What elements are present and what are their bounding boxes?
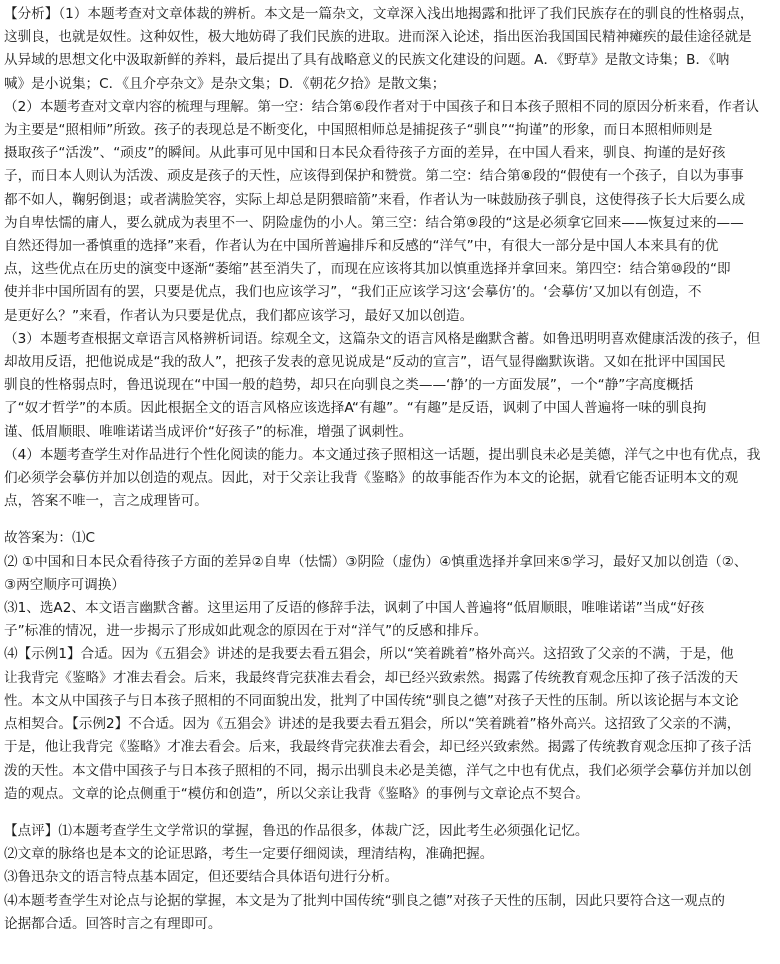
analysis-paragraph-1 bbox=[4, 3, 774, 96]
spacer bbox=[4, 806, 774, 820]
text-line: 喊》是小说集；C．《且介亭杂文》是杂文集；D．《朝花夕拾》是散文集； bbox=[4, 75, 446, 92]
text-line: 【点评】⑴本题考查学生文学常识的掌握，鲁迅的作品很多，体裁广泛，因此考生必须强化记忆。 bbox=[4, 822, 589, 839]
analysis-paragraph-3 bbox=[4, 328, 774, 444]
text-line: 性。本文从中国孩子与日本孩子照相的不同面貌出发，批判了中国传统“驯良之德”对孩子天性的压制。所以该论据与本文论 bbox=[4, 692, 739, 709]
text-line: 为主要是“照相师”所致。孩子的表现总是不断变化，中国照相师总是捕捉孩子“驯良”“拘谨”的形象，而日本照相师则是 bbox=[4, 122, 713, 139]
text-line: ⑶鲁迅杂文的语言特点基本固定，但还要结合具体语句进行分析。 bbox=[4, 869, 399, 886]
text-line: ③两空顺序可调换） bbox=[4, 576, 125, 593]
text-line: 摄取孩子“活泼”、“顽皮”的瞬间。从此事可见中国和日本民众看待孩子方面的差异，在中国人看来，驯良、拘谨的是好孩 bbox=[4, 145, 726, 162]
text-line: 为自卑怯懦的庸人，要么就成为表里不一、阴险虚伪的小人。第三空：结合第⑨段的“这是必须拿它回来——恢复过来的—— bbox=[4, 214, 744, 231]
text-line: 泼的天性。本文借中国孩子与日本孩子照相的不同，揭示出驯良未必是美德，洋气之中也有优点，我们必须学会摹仿并加以创 bbox=[4, 762, 752, 779]
text-line: 从异域的思想文化中汲取新鲜的养料，最后提出了具有战略意义的民族文化建设的问题。A．《野草》是散文诗集；B．《呐 bbox=[4, 52, 730, 69]
text-line: 点，答案不唯一，言之成理皆可。 bbox=[4, 493, 208, 510]
text-line: （4）本题考查学生对作品进行个性化阅读的能力。本文通过孩子照相这一话题，提出驯良未必是美德，洋气之中也有优点，我 bbox=[4, 446, 761, 463]
text-line: 使并非中国所固有的罢，只要是优点，我们也应该学习”，“我们正应该学习这‘会摹仿’的。‘会摹仿’又加以有创造，不 bbox=[4, 284, 702, 301]
text-line: 了“奴才哲学”的本质。因此根据全文的语言风格应该选择A“有趣”。“有趣”是反语，讽刺了中国人普遍将一味的驯良拘 bbox=[4, 400, 707, 417]
text-line: 于是，他让我背完《鉴略》才准去看会。后来，我最终背完获准去看会，却已经兴致索然。揭露了传统教育观念压抑了孩子活 bbox=[4, 739, 752, 756]
spacer bbox=[4, 513, 774, 527]
text-line: 子”标准的情况，进一步揭示了形成如此观念的原因在于对“洋气”的反感和排斥。 bbox=[4, 623, 488, 640]
answer-2 bbox=[4, 551, 774, 597]
text-line: 论据都合适。回答时言之有理即可。 bbox=[4, 915, 222, 932]
answer-heading bbox=[4, 527, 774, 550]
text-line: ⑵ ①中国和日本民众看待孩子方面的差异②自卑（怯懦）③阴险（虚伪）④慎重选择并拿回来⑤学习，最好又加以创造（②、 bbox=[4, 553, 748, 570]
text-line: 是更好么？”来看，作者认为只要是优点，我们都应该学习，最好又加以创造。 bbox=[4, 307, 474, 324]
text-line: ⑷本题考查学生对论点与论据的掌握，本文是为了批判中国传统“驯良之德”对孩子天性的压制，因此只要符合这一观点的 bbox=[4, 892, 725, 909]
answer-4 bbox=[4, 643, 774, 805]
comment-3 bbox=[4, 866, 774, 889]
analysis-paragraph-2 bbox=[4, 96, 774, 328]
text-line: 们必须学会摹仿并加以创造的观点。因此，对于父亲让我背《鉴略》的故事能否作为本文的论据，就看它能否证明本文的观 bbox=[4, 470, 739, 487]
text-line: 却故用反语，把他说成是“我的敌人”，把孩子发表的意见说成是“反动的宣言”，语气显得幽默诙谐。又如在批评中国国民 bbox=[4, 354, 726, 371]
text-line: ⑷【示例1】合适。因为《五猖会》讲述的是我要去看五猖会，所以“笑着跳着”格外高兴。这招致了父亲的不满，于是，他 bbox=[4, 646, 734, 663]
text-line: 点相契合。【示例2】不合适。因为《五猖会》讲述的是我要去看五猖会，所以“笑着跳着”格外高兴。这招致了父亲的不满， bbox=[4, 716, 741, 733]
text-line: 让我背完《鉴略》才准去看会。后来，我最终背完获准去看会，却已经兴致索然。揭露了传统教育观念压抑了孩子活泼的天 bbox=[4, 669, 739, 686]
text-line: ⑶1、选A2、本文语言幽默含蓄。这里运用了反语的修辞手法，讽刺了中国人普遍将“低眉顺眼，唯唯诺诺”当成“好孩 bbox=[4, 600, 705, 617]
text-line: 都不如人，鞠躬倒退；或者满脸笑容，实际上却总是阴猥暗箭”来看，作者认为一味鼓励孩子驯良，这使得孩子长大后要么成 bbox=[4, 191, 746, 208]
text-line: 驯良的性格弱点时，鲁迅说现在“中国一般的趋势，却只在向驯良之类——‘静’的一方面发展”，一个“静”字高度概括 bbox=[4, 377, 694, 394]
text-line: ⑵文章的脉络也是本文的论证思路，考生一定要仔细阅读，理清结构，准确把握。 bbox=[4, 846, 494, 863]
comment-2 bbox=[4, 843, 774, 866]
comment-1 bbox=[4, 820, 774, 843]
analysis-paragraph-4 bbox=[4, 444, 774, 514]
text-line: 谨、低眉顺眼、唯唯诺诺当成评价“好孩子”的标准，增强了讽刺性。 bbox=[4, 423, 413, 440]
text-line: （3）本题考查根据文章语言风格辨析词语。综观全文，这篇杂文的语言风格是幽默含蓄。如鲁迅明明喜欢健康活泼的孩子，但 bbox=[4, 330, 761, 347]
text-line: 这驯良，也就是奴性。这种奴性，极大地妨碍了我们民族的进取。进而深入论述，指出医治我国国民精神瘫疾的最佳途径就是 bbox=[4, 29, 752, 46]
text-line: 【分析】（1）本题考查对文章体裁的辨析。本文是一篇杂文，文章深入浅出地揭露和批评了我们民族存在的驯良的性格弱点， bbox=[4, 6, 754, 22]
text-line: 自然还得加一番慎重的选择”来看，作者认为在中国所普遍排斥和反感的“洋气”中，有很大一部分是中国人本来具有的优 bbox=[4, 238, 719, 255]
text-line: 子，而日本人则认为活泼、顽皮是孩子的天性，应该得到保护和赞赏。第二空：结合第⑧段的“假使有一个孩子，自以为事事 bbox=[4, 168, 744, 185]
text-line: 故答案为：⑴C bbox=[4, 530, 96, 547]
text-line: 造的观点。文章的论点侧重于“模仿和创造”，所以父亲让我背《鉴略》的事例与文章论点不契合。 bbox=[4, 785, 590, 802]
text-line: 点，这些优点在历史的演变中逐渐“萎缩”甚至消失了，而现在应该将其加以慎重选择并拿回来。第四空：结合第⑩段的“即 bbox=[4, 261, 731, 278]
comment-4 bbox=[4, 890, 774, 936]
text-line: （2）本题考查对文章内容的梳理与理解。第一空：结合第⑥段作者对于中国孩子和日本孩子照相不同的原因分析来看，作者认 bbox=[4, 98, 759, 115]
answer-3 bbox=[4, 597, 774, 643]
